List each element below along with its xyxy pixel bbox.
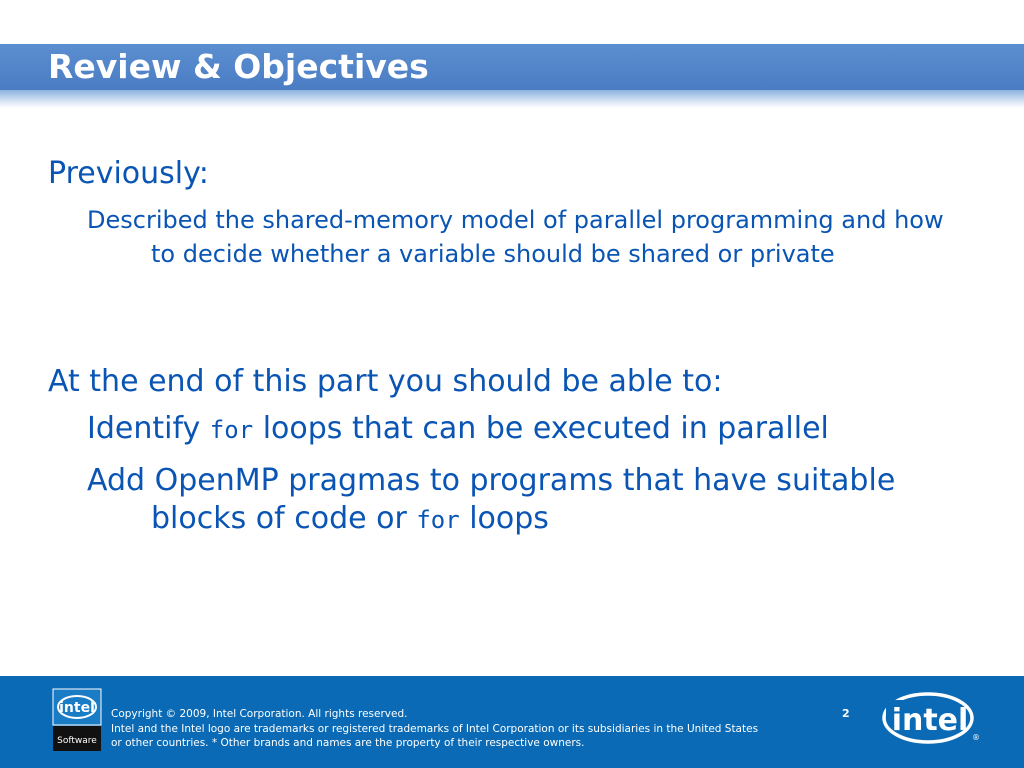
intel-logo: [880, 688, 980, 752]
trademark-line-1: Intel and the Intel logo are trademarks or registered trademarks of Intel Corporation or its subsidiaries in the United States: [111, 722, 759, 735]
intel-logo-text: intel: [891, 703, 969, 738]
objective-2-suffix: loops: [459, 501, 549, 536]
previously-heading: Previously:: [48, 156, 209, 191]
copyright-text: Copyright © 2009, Intel Corporation. All rights reserved.: [111, 708, 408, 720]
previously-item: Described the shared-memory model of parallel programming and how to decide whether a variable should be shared or private: [87, 206, 944, 268]
software-logo-label: Software: [57, 736, 97, 746]
slide-title: Review & Objectives: [48, 47, 429, 86]
objective-1-code: for: [209, 416, 254, 444]
software-logo-brand: intel: [59, 700, 95, 716]
page-number: 2: [842, 707, 850, 720]
objective-item-1: [87, 410, 971, 449]
intel-software-logo: [52, 688, 102, 752]
objective-2-prefix: Add OpenMP pragmas to programs that have suitable blocks of code or: [87, 463, 896, 536]
objective-1-suffix: loops that can be executed in parallel: [253, 411, 829, 446]
objective-2-code: for: [416, 506, 460, 534]
objective-item-2: [87, 462, 951, 539]
objectives-heading: At the end of this part you should be able to:: [48, 364, 723, 399]
legal-notice: [111, 707, 831, 751]
trademark-line-2: or other countries. * Other brands and names are the property of their respective owners.: [111, 737, 585, 749]
title-bar-shadow: [0, 90, 1024, 108]
intel-logo-mark: ®: [972, 733, 980, 742]
objective-1-prefix: Identify: [87, 411, 210, 446]
